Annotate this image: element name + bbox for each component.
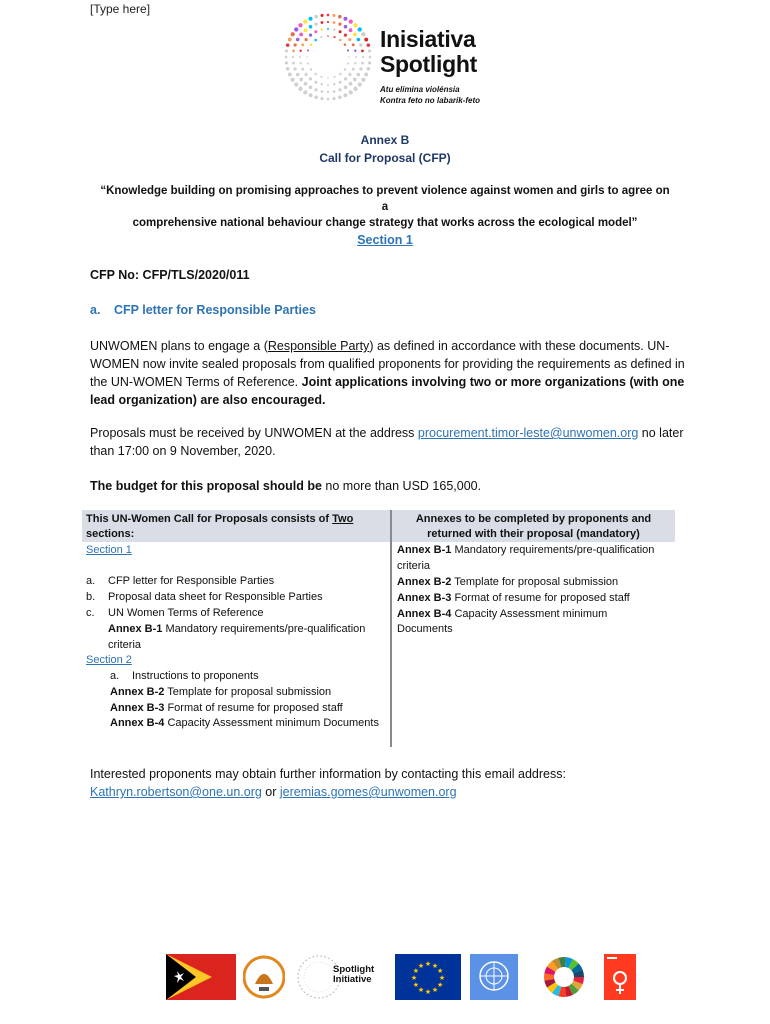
header-left-text: This UN-Women Call for Proposals consists of xyxy=(86,513,333,525)
quote-line-1: “Knowledge building on promising approaches to prevent violence against women and girls to agree on a xyxy=(100,185,670,213)
deadline-text-1: Proposals must be received by UNWOMEN at the address xyxy=(90,426,418,440)
svg-text:★: ★ xyxy=(412,982,420,989)
spotlight-logo xyxy=(283,12,503,112)
required-annex-item xyxy=(397,575,618,591)
svg-text:★: ★ xyxy=(431,962,439,970)
budget-value: no more than USD 165,000. xyxy=(321,479,482,493)
svg-text:★: ★ xyxy=(431,987,439,995)
heading-text: CFP letter for Responsible Parties xyxy=(114,303,316,317)
contact-email-2-link[interactable]: jeremias.gomes@unwomen.org xyxy=(279,785,457,799)
quote-line-2: comprehensive national behaviour change strategy that works across the ecological model” xyxy=(132,217,638,229)
annex-label: Annex B-4 xyxy=(397,608,452,620)
logo-name-line1: Inisiativa xyxy=(380,26,476,52)
annex-label: Annex B-1 xyxy=(397,544,452,556)
header-left-two: Two xyxy=(332,513,354,525)
svg-text:★: ★ xyxy=(424,989,432,996)
list-item xyxy=(86,575,274,587)
annex-label: Annex B-1 xyxy=(108,623,163,635)
spotlight-word: Spotlight xyxy=(333,964,375,975)
annex-label: Annex B-4 xyxy=(110,717,165,729)
annex-label: Annex B-2 xyxy=(397,576,452,588)
section-1-title: Section 1 xyxy=(357,233,413,247)
government-emblem-icon xyxy=(243,954,285,1000)
header-right-line-2: returned with their proposal (mandatory) xyxy=(427,528,640,540)
list-item-text: UN Women Terms of Reference xyxy=(108,607,264,619)
header-left-text-2: sections: xyxy=(86,528,135,540)
svg-text:★: ★ xyxy=(410,975,418,982)
annex-text: Mandatory requirements/pre-qualification xyxy=(162,623,366,635)
heading-marker: a. xyxy=(90,303,101,317)
sdg5-gender-equality-icon xyxy=(604,954,636,1000)
required-annex-item xyxy=(397,591,630,607)
contact-or: or xyxy=(261,785,280,799)
required-annex-item xyxy=(397,543,654,559)
list-item-text: Instructions to proponents xyxy=(132,670,259,682)
annex-text: Template for proposal submission xyxy=(451,576,619,588)
un-emblem-icon xyxy=(470,954,518,1000)
annex-item xyxy=(110,701,343,717)
annex-item xyxy=(110,685,331,701)
budget-label: The budget for this proposal should be xyxy=(90,479,322,493)
paragraph-contact xyxy=(90,765,690,801)
timor-leste-flag-icon xyxy=(166,954,236,1000)
logo-tagline-1: Atu elimina violénsia xyxy=(380,85,460,94)
initiative-word: Initiative xyxy=(333,974,372,985)
svg-text:★: ★ xyxy=(412,968,420,975)
logo-name-line2: Spotlight xyxy=(380,51,477,77)
annex-label: Annex B-3 xyxy=(110,702,165,714)
project-quote xyxy=(100,183,670,231)
table-section-2-link[interactable]: Section 2 xyxy=(86,654,132,666)
contact-text: Interested proponents may obtain further information by contacting this email address: xyxy=(90,767,566,781)
list-item-text: Proposal data sheet for Responsible Parties xyxy=(108,591,323,603)
deadline-text-2: no later than 17:00 on 9 November, 2020. xyxy=(90,426,684,458)
required-annex-continuation: Documents xyxy=(397,623,453,635)
annex-title: Annex B xyxy=(360,133,410,147)
header-right-line-1: Annexes to be completed by proponents and xyxy=(415,513,652,525)
responsible-party-link[interactable]: Responsible Party xyxy=(267,339,370,353)
annex-text: Format of resume for proposed staff xyxy=(451,592,630,604)
intro-text-1: UNWOMEN plans to engage a ( xyxy=(90,339,268,353)
annex-item xyxy=(110,716,379,732)
required-annex-item xyxy=(397,607,607,623)
intro-text-2: ) as defined in accordance with these documents. UN-WOMEN now invite sealed proposals from qualified proponents for providing the requirements as defined in the UN-WOMEN Terms of Reference. xyxy=(90,339,685,389)
eu-flag-icon xyxy=(395,954,461,1000)
paragraph-budget xyxy=(90,477,685,495)
svg-text:★: ★ xyxy=(436,982,444,989)
spotlight-initiative-label xyxy=(333,965,374,985)
table-section-1-link[interactable]: Section 1 xyxy=(86,544,132,556)
dot-circle-icon xyxy=(283,12,373,102)
paragraph-intro xyxy=(90,337,685,409)
header-placeholder: [Type here] xyxy=(90,2,151,16)
annex-label: Annex B-2 xyxy=(110,686,165,698)
annex-text: Template for proposal submission xyxy=(164,686,332,698)
svg-text:★: ★ xyxy=(417,987,425,995)
svg-text:★: ★ xyxy=(438,975,446,982)
list-item xyxy=(110,670,259,682)
list-item xyxy=(86,591,323,603)
cfp-title: Call for Proposal (CFP) xyxy=(319,151,451,165)
paragraph-deadline xyxy=(90,424,685,460)
list-marker: b. xyxy=(86,591,96,603)
annex-b1-item xyxy=(108,622,365,638)
annex-text: Format of resume for proposed staff xyxy=(164,702,343,714)
list-marker: a. xyxy=(110,670,120,682)
annex-text: Capacity Assessment minimum xyxy=(451,608,608,620)
joint-applications-note: Joint applications involving two or more organizations (with one lead organization) are also encouraged. xyxy=(90,375,685,407)
annex-text: Capacity Assessment minimum Documents xyxy=(164,717,379,729)
heading-cfp-letter xyxy=(90,303,316,317)
list-marker: c. xyxy=(86,607,95,619)
logo-tagline-2: Kontra feto no labarik-feto xyxy=(380,96,481,105)
annex-text: Mandatory requirements/pre-qualification xyxy=(451,544,655,556)
list-item-text: CFP letter for Responsible Parties xyxy=(108,575,275,587)
contact-email-1-link[interactable]: Kathryn.robertson@one.un.org xyxy=(90,785,262,799)
table-header-right xyxy=(392,512,675,542)
sdg-wheel-icon xyxy=(542,954,586,1000)
required-annex-continuation: criteria xyxy=(397,560,431,572)
list-item xyxy=(86,607,263,619)
svg-text:★: ★ xyxy=(424,961,432,968)
table-header-left xyxy=(86,512,386,542)
svg-text:★: ★ xyxy=(436,968,444,975)
svg-text:★: ★ xyxy=(417,962,425,970)
annex-label: Annex B-3 xyxy=(397,592,452,604)
annex-b1-continuation: criteria xyxy=(108,639,142,651)
list-marker: a. xyxy=(86,575,96,587)
procurement-email-link[interactable]: procurement.timor-leste@unwomen.org xyxy=(417,426,639,440)
cfp-number: CFP No: CFP/TLS/2020/011 xyxy=(90,268,250,282)
table-column-divider xyxy=(390,510,392,747)
